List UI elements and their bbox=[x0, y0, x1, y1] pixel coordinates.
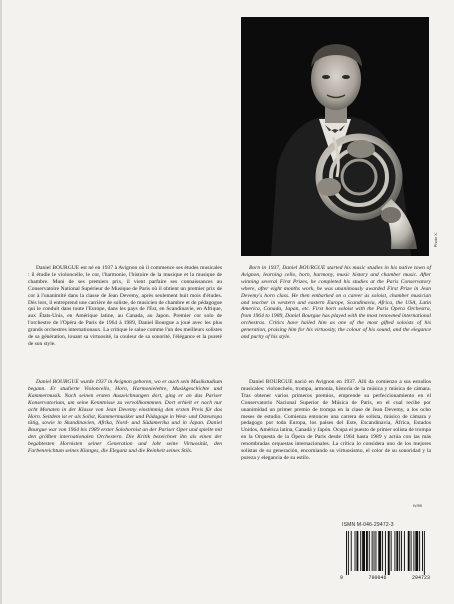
barcode-bar bbox=[399, 531, 400, 571]
barcode-bar bbox=[424, 531, 425, 575]
ismn-number: ISMN M-046-29472-3 bbox=[342, 522, 394, 528]
barcode-bar bbox=[413, 531, 414, 571]
barcode-bar bbox=[385, 531, 386, 575]
barcode-bar bbox=[378, 531, 381, 571]
bio-german bbox=[28, 379, 222, 455]
bio-french bbox=[28, 265, 222, 348]
barcode-bar bbox=[366, 531, 368, 571]
barcode-bar bbox=[411, 531, 412, 571]
barcode-bar bbox=[404, 531, 405, 571]
barcode-bar bbox=[382, 531, 383, 571]
barcode-bar bbox=[419, 531, 420, 571]
bio-german-text: Daniel BOURGUE wurde 1937 in Avignon geboren, wo er auch sein Musikstudium begann. Er studierte Violoncello, Horn, Harmonielehre, Musikgeschichte und Kammermusik. Nach seinen ersten Auszeichnungen dort, ging er an das Pariser Konservatorium, um seine Kenntnisse zu vervollkommnen. Dort erhielt er nach nur acht Monaten in der Klasse von Jean Devemy einstimmig den ersten Preis für das Horn. Seitdem ist er als Solist, Kammermusiker und Pädagoge in West- und Osteuropa tätig, sowie in Skandinavien, Afrika, Nord- und Südamerika und in Japan. Daniel Bourgue war von 1964 bis 1989 erster Solohornist an der Pariser Oper und spielte mit den größten internationalen Orchestern. Die Kritik bezeichnet ihn als einen der begabtesten Hornisten seiner Generation und lobt seine Virtuosität, den Farbenreichtum seines Klanges, die Eleganz und die Reinheit seines Stils. bbox=[28, 379, 222, 455]
photo-credit: Photo X. bbox=[433, 232, 438, 248]
barcode-bar bbox=[372, 531, 373, 571]
bio-english bbox=[241, 265, 431, 341]
barcode-bar bbox=[374, 531, 375, 571]
bio-spanish-text: Daniel BOURGUE nació en Avignon en 1937. Allí da comienzo a sus estudios musicales: violonchelo, trompa, armonía, historia de la música y música de cámara. Tras obtener varios primeros premios, emprende su perfeccionamiento en el Conservatorio Nacional Superior de Música de Paris, en el cual recibe por unanimidad un primer premio de trompa en la clase de Jean Devemy, a los ocho meses de estudio. Comienza entonces una carrera de solista, músico de cámara y pedagogo por toda Europa, los países del Este, Escandinavia, África, Estados Unidos, América latina, Canadá y Japón. Ocupa el puesto de primer solista de trompa en la Orquesta de la Ópera de Paris desde 1964 hasta 1989 y actúa con las más renombradas orquestas internacionales. La crítica lo considera uno de los mejores solistas de su generación, encomiando su virtuosismo, el color de su sonoridad y la pureza y elegancia de su estilo. bbox=[241, 379, 431, 461]
barcode-bar bbox=[348, 531, 349, 575]
bio-french-text: Daniel BOURGUE est né en 1937 à Avignon où il commence ses études musicales : il étudie le violoncelle, le cor, l'harmonie, l'histoire de la musique et la musique de chambre. Muni de ses premiers prix, il vient parfaire ses connaissances au Conservatoire National Supérieur de Musique de Paris où il obtient un premier prix de cor à l'unanimité dans la classe de Jean Devemy, après seulement huit mois d'études. Dès lors, il entreprend une carrière de soliste, de musicien de chambre et de pédagogue qui le conduit dans toute l'Europe, dans les pays de l'Est, en Scandinavie, en Afrique, aux États-Unis, en Amérique latine, au Canada, au Japon. Premier cor solo de l'orchestre de l'Opéra de Paris de 1964 à 1989, Daniel Bourgue a joué avec les plus grands orchestres internationaux. La critique le salue comme l'un des meilleurs solistes de sa génération, louant sa virtuosité, la couleur de sa sonorité, l'élégance et la pureté de son style. bbox=[28, 265, 222, 347]
barcode-bar bbox=[375, 531, 376, 571]
barcode-bar bbox=[362, 531, 365, 571]
barcode-bar bbox=[396, 531, 398, 571]
bio-english-text: Born in 1937, Daniel BOURGUE started his music studies in his native town of Avignon, learning cello, horn, harmony, music history and chamber music. After winning several First Prizes, he completed his studies at the Paris Conservatory where, after eight months work, he was unanimously awarded First Prize in Jean Devemy's horn class. He then embarked on a career as soloist, chamber musician and teacher in western and eastern Europe, Scandinavia, Africa, the USA, Latin America, Canada, Japan, etc. First horn soloist with the Paris Opera Orchestra, from 1964 to 1989, Daniel Bourgue has played with the most renowned international orchestras. Critics have hailed him as one of the most gifted soloists of his generation, praising him for his virtuosity, the colour of his sound, and the elegance and purity of his style. bbox=[241, 265, 431, 341]
portrait-photo bbox=[241, 17, 429, 256]
barcode-bar bbox=[346, 531, 347, 575]
print-code: IV/99 bbox=[413, 504, 422, 508]
barcode-bar bbox=[388, 531, 390, 575]
barcode-right-group: 294723 bbox=[411, 575, 430, 581]
barcode-first-digit: 9 bbox=[340, 575, 344, 581]
barcode-bar bbox=[351, 531, 352, 571]
barcode-bar bbox=[356, 531, 358, 571]
barcode-bar bbox=[415, 531, 418, 571]
barcode bbox=[340, 531, 430, 575]
hornist-photo-illustration bbox=[241, 17, 429, 256]
barcode-bar bbox=[422, 531, 423, 571]
barcode-bar bbox=[391, 531, 392, 571]
barcode-left-group: 790046 bbox=[368, 575, 387, 581]
barcode-bar bbox=[369, 531, 370, 571]
barcode-bar bbox=[401, 531, 402, 571]
barcode-bar bbox=[360, 531, 361, 571]
barcode-bar bbox=[355, 531, 356, 571]
barcode-digits bbox=[340, 575, 430, 581]
barcode-bar bbox=[408, 531, 410, 571]
bio-spanish bbox=[241, 379, 431, 462]
barcode-bar bbox=[394, 531, 395, 571]
